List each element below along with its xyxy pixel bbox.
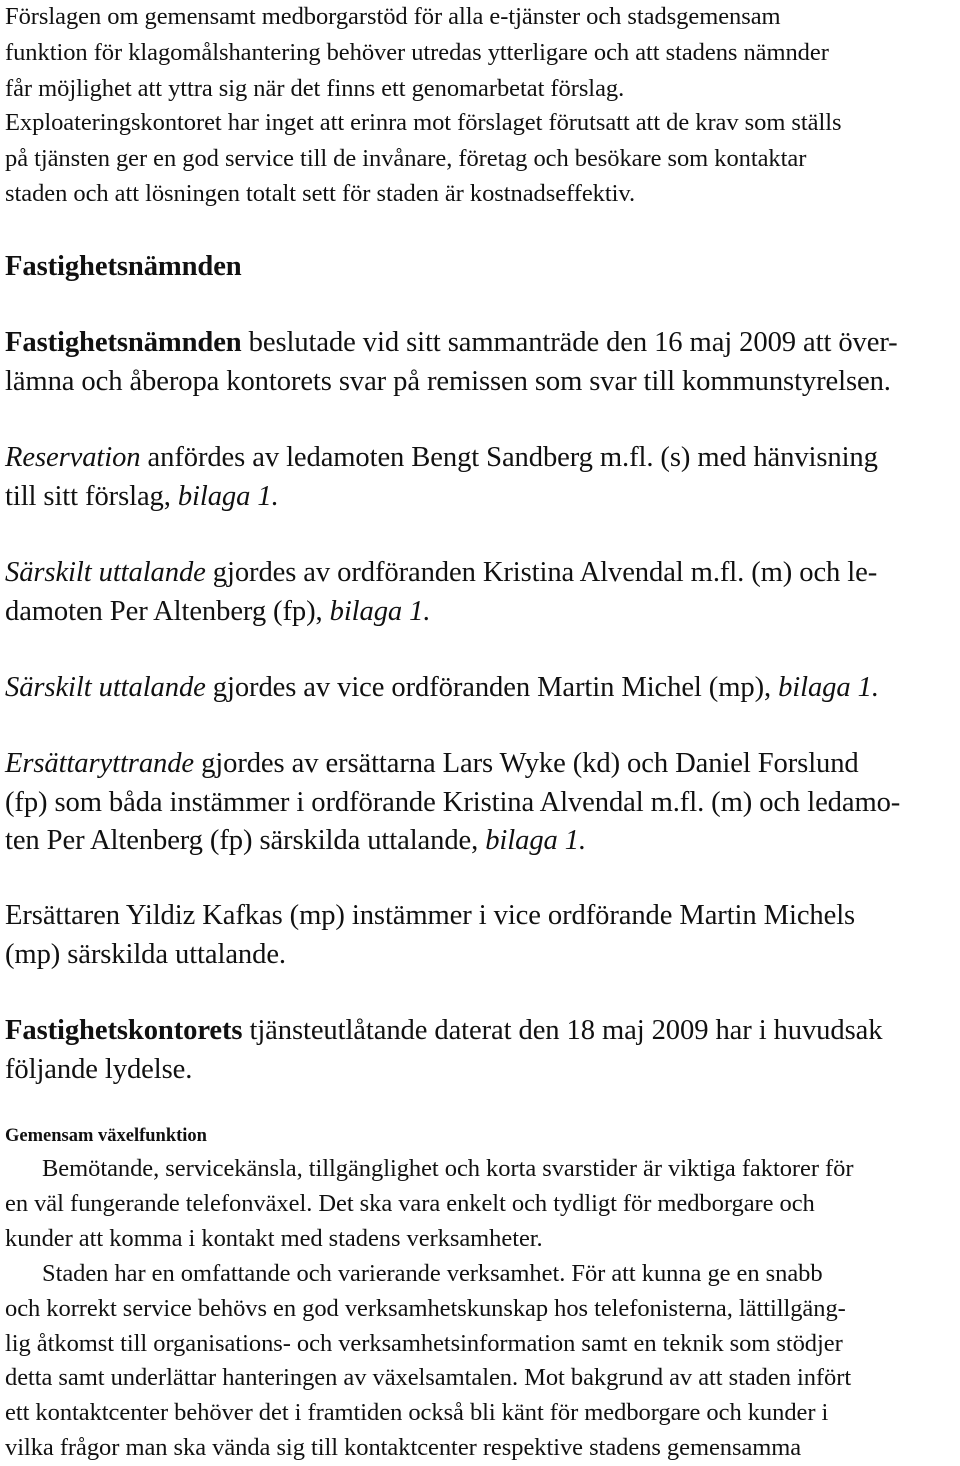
body-line: ett kontaktcenter behöver det i framtiden också bli känt för medborgare och kunder i — [5, 1399, 829, 1426]
reservation-line — [5, 442, 878, 474]
substitute-line: Ersättaren Yildiz Kafkas (mp) instämmer i vice ordförande Martin Michels — [5, 900, 856, 931]
body-line: vilka frågor man ska vända sig till kontaktcenter respektive stadens gemensamma — [5, 1434, 802, 1461]
office-subject: Fastighetskontorets — [5, 1015, 243, 1046]
body-line: Bemötande, servicekänsla, tillgänglighet och korta svarstider är viktiga faktorer för — [42, 1155, 854, 1182]
substitute-statement-term: Ersättaryttrande — [5, 748, 195, 779]
intro-line: Förslagen om gemensamt medborgarstöd för alla e-tjänster och stadsgemensam — [5, 3, 781, 30]
body-line: detta samt underlättar hanteringen av växelsamtalen. Mot bakgrund av att staden infört — [5, 1364, 852, 1391]
appendix-reference: bilaga 1. — [177, 481, 279, 512]
subsection-heading: Gemensam växelfunktion — [5, 1126, 207, 1146]
office-text: tjänsteutlåtande daterat den 18 maj 2009 har i huvudsak — [242, 1015, 883, 1046]
intro-line: får möjlighet att yttra sig när det finns ett genomarbetat förslag. — [5, 75, 625, 102]
body-line: lig åtkomst till organisations- och verksamhetsinformation samt en teknik som stödjer — [5, 1330, 843, 1357]
statement-term: Särskilt uttalande — [5, 557, 206, 588]
office-line: följande lydelse. — [5, 1054, 193, 1085]
office-line — [5, 1015, 882, 1047]
section-heading: Fastighetsnämnden — [5, 251, 242, 282]
statement-text: gjordes av ordföranden Kristina Alvendal m.fl. (m) och le- — [205, 557, 878, 588]
statement-text: gjordes av vice ordföranden Martin Michel (mp), — [205, 672, 779, 703]
substitute-statement-line — [5, 748, 859, 780]
substitute-statement-text: ten Per Altenberg (fp) särskilda uttalande, — [5, 825, 486, 856]
reservation-text: till sitt förslag, — [5, 481, 178, 512]
body-line: och korrekt service behövs en god verksamhetskunskap hos telefonisterna, lättillgäng- — [5, 1295, 846, 1322]
intro-line: funktion för klagomålshantering behöver utredas ytterligare och att stadens nämnder — [5, 39, 829, 66]
reservation-term: Reservation — [5, 442, 141, 473]
intro-line: staden och att lösningen totalt sett för staden är kostnadseffektiv. — [5, 180, 636, 207]
statement-text: damoten Per Altenberg (fp), — [5, 596, 330, 627]
statement-line — [5, 672, 879, 704]
appendix-reference: bilaga 1. — [778, 672, 879, 703]
intro-line: Exploateringskontoret har inget att erinra mot förslaget förutsatt att de krav som ställs — [5, 109, 842, 136]
statement-line — [5, 596, 430, 628]
substitute-statement-line: (fp) som båda instämmer i ordförande Kristina Alvendal m.fl. (m) och ledamo- — [5, 787, 901, 818]
decision-line — [5, 327, 898, 359]
statement-line — [5, 557, 877, 589]
body-line: en väl fungerande telefonväxel. Det ska vara enkelt och tydligt för medborgare och — [5, 1190, 815, 1217]
appendix-reference: bilaga 1. — [485, 825, 587, 856]
decision-line: lämna och åberopa kontorets svar på remissen som svar till kommunstyrelsen. — [5, 366, 891, 397]
intro-line: på tjänsten ger en god service till de invånare, företag och besökare som kontaktar — [5, 145, 807, 172]
substitute-statement-text: gjordes av ersättarna Lars Wyke (kd) och Daniel Forslund — [194, 748, 859, 779]
decision-subject: Fastighetsnämnden — [5, 327, 242, 358]
substitute-statement-line — [5, 825, 586, 857]
reservation-text: anfördes av ledamoten Bengt Sandberg m.fl. (s) med hänvisning — [140, 442, 878, 473]
body-line: Staden har en omfattande och varierande verksamhet. För att kunna ge en snabb — [42, 1260, 823, 1287]
reservation-line — [5, 481, 279, 513]
substitute-line: (mp) särskilda uttalande. — [5, 939, 286, 970]
appendix-reference: bilaga 1. — [329, 596, 431, 627]
statement-term: Särskilt uttalande — [5, 672, 206, 703]
decision-text: beslutade vid sitt sammanträde den 16 maj 2009 att över- — [241, 327, 898, 358]
body-line: kunder att komma i kontakt med stadens verksamheter. — [5, 1225, 543, 1252]
